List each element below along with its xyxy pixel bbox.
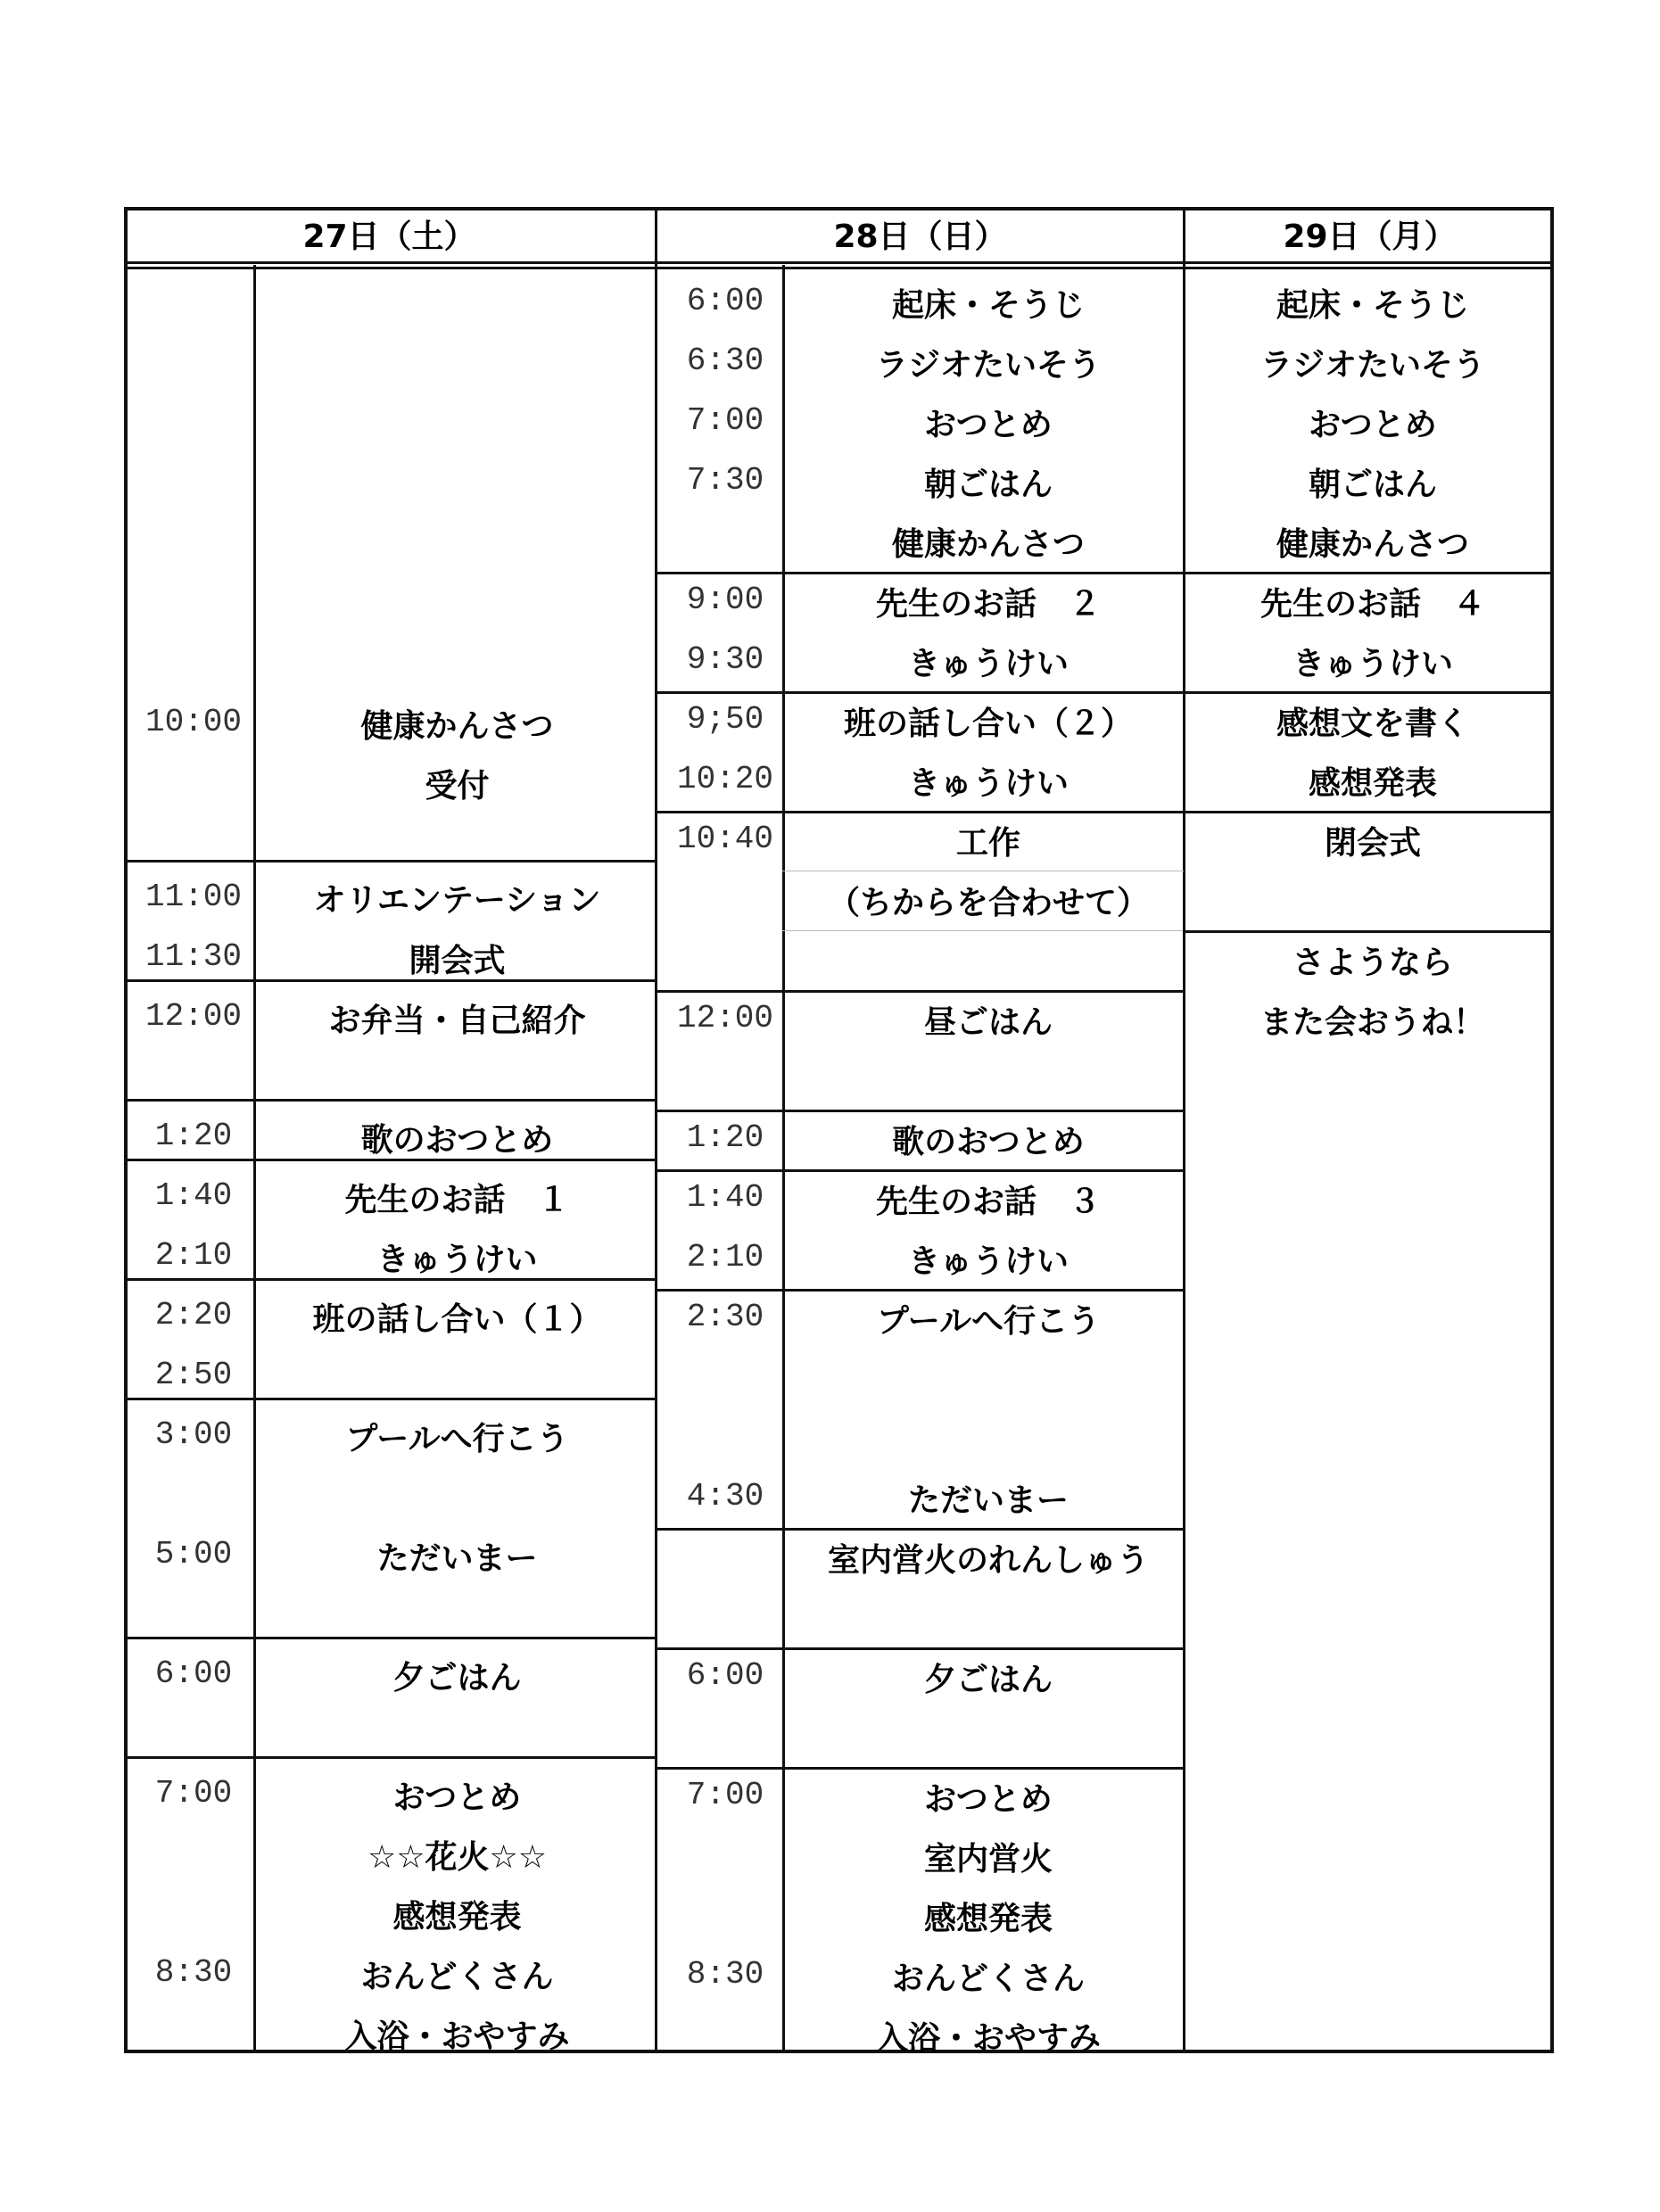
divider (1183, 811, 1554, 813)
time-label: 1:20 (686, 1119, 764, 1156)
event-label: 入浴・おやすみ (875, 2020, 1101, 2057)
event-label: ただいまー (907, 1482, 1069, 1519)
event-label: 先生のお話 ３ (875, 1184, 1101, 1220)
divider (124, 1099, 656, 1102)
event-label: 昼ごはん (923, 1004, 1053, 1041)
event-label: また会おうね！ (1259, 1004, 1485, 1041)
time-label: 2:30 (686, 1299, 764, 1335)
event-label: ただいまー (376, 1540, 538, 1577)
event-label: おつとめ (392, 1779, 522, 1816)
time-label: 6:00 (686, 1657, 764, 1694)
time-label: 4:30 (686, 1478, 764, 1515)
event-label: 健康かんさつ (360, 708, 554, 745)
divider (124, 1398, 656, 1400)
event-label: 先生のお話 １ (344, 1182, 570, 1218)
event-label: プールへ行こう (876, 1303, 1101, 1340)
time-label: 8:30 (686, 1956, 764, 1993)
event-label: 朝ごはん (1308, 466, 1437, 503)
time-label: 6:00 (686, 283, 764, 319)
event-label: 室内営火 (923, 1841, 1053, 1878)
time-label: 9;50 (686, 701, 764, 738)
event-label: きゅうけい (376, 1242, 538, 1278)
time-label: 7:00 (686, 402, 764, 439)
divider (124, 1637, 656, 1639)
event-label: きゅうけい (907, 646, 1069, 682)
event-label: お弁当・自己紹介 (328, 1003, 586, 1039)
divider (655, 1767, 1184, 1770)
event-label: 班の話し合い（２） (843, 706, 1133, 742)
event-label: 健康かんさつ (1276, 526, 1469, 563)
event-label: おつとめ (924, 1781, 1053, 1818)
time-label: 7:00 (686, 1777, 764, 1813)
divider (655, 1110, 1184, 1112)
divider (655, 1289, 1184, 1292)
event-label: 先生のお話 ２ (875, 586, 1101, 623)
time-label: 7:00 (154, 1775, 233, 1812)
event-label: おつとめ (1309, 407, 1437, 443)
event-label: 感想発表 (392, 1899, 522, 1936)
time-label: 11:30 (145, 938, 243, 975)
time-label: 10:00 (145, 704, 243, 740)
divider (655, 1169, 1184, 1172)
time-label: 1:20 (154, 1118, 233, 1154)
event-label: オリエンテーション (313, 882, 601, 919)
divider (655, 990, 1184, 993)
event-label: 感想文を書く (1276, 706, 1469, 742)
time-label: 10:40 (676, 821, 774, 857)
time-label: 2:10 (686, 1239, 764, 1275)
event-label: プールへ行こう (345, 1421, 569, 1457)
time-label: 5:00 (154, 1536, 233, 1572)
divider (655, 572, 1184, 574)
divider (124, 979, 656, 982)
event-label: 入浴・おやすみ (344, 2018, 570, 2055)
event-label: 歌のおつとめ (360, 1122, 554, 1159)
divider (124, 1278, 656, 1281)
event-label: 班の話し合い（１） (312, 1301, 602, 1338)
divider (1183, 691, 1554, 694)
time-label: 8:30 (154, 1954, 233, 1991)
time-label: 6:00 (154, 1655, 233, 1692)
event-label: 閉会式 (1324, 825, 1421, 862)
event-label: 感想発表 (923, 1901, 1053, 1937)
event-label: 工作 (955, 825, 1020, 862)
event-label: ☆☆花火☆☆ (367, 1839, 548, 1876)
divider (782, 930, 1184, 931)
event-label: 開会式 (409, 943, 506, 979)
event-label: おつとめ (924, 407, 1053, 443)
event-label: おんどくさん (891, 1960, 1085, 1997)
time-label: 2:10 (154, 1237, 233, 1274)
event-label: きゅうけい (907, 1243, 1069, 1280)
event-label: 先生のお話 ４ (1259, 586, 1485, 623)
divider (655, 1647, 1184, 1650)
event-label: さようなら (1292, 945, 1453, 981)
event-label: 起床・そうじ (891, 287, 1085, 324)
divider (124, 860, 656, 863)
event-label: 受付 (425, 768, 490, 805)
event-label: （ちからを合わせて） (827, 885, 1149, 921)
event-label: 感想発表 (1308, 765, 1437, 802)
time-label: 9:30 (686, 641, 764, 678)
event-label: 夕ごはん (392, 1660, 522, 1696)
time-label: 1:40 (154, 1177, 233, 1214)
event-label: 朝ごはん (923, 466, 1053, 503)
event-label: 歌のおつとめ (892, 1124, 1085, 1160)
time-label: 2:20 (154, 1297, 233, 1333)
divider (1183, 930, 1554, 933)
divider (124, 1756, 656, 1759)
divider (655, 1528, 1184, 1531)
divider (655, 811, 1184, 813)
time-label: 11:00 (145, 879, 243, 915)
time-label: 9:00 (686, 582, 764, 618)
time-label: 6:30 (686, 343, 764, 379)
time-label: 1:40 (686, 1179, 764, 1216)
event-label: 起床・そうじ (1276, 287, 1469, 324)
event-label: ラジオたいそう (875, 347, 1101, 384)
header-day-28: 28日（日） (833, 219, 1007, 255)
event-label: 健康かんさつ (891, 526, 1085, 563)
divider (1183, 572, 1554, 574)
event-label: 夕ごはん (923, 1662, 1053, 1698)
time-label: 10:20 (676, 761, 774, 797)
event-label: おんどくさん (360, 1959, 554, 1995)
header-day-27: 27日（土） (302, 219, 476, 255)
time-label: 12:00 (676, 1000, 774, 1036)
event-label: ラジオたいそう (1259, 347, 1485, 384)
time-label: 3:00 (154, 1416, 233, 1453)
divider (655, 691, 1184, 694)
time-label: 12:00 (145, 998, 243, 1035)
header-day-29: 29日（月） (1283, 219, 1457, 255)
divider (124, 1159, 656, 1161)
time-label: 7:30 (686, 462, 764, 499)
time-label: 2:50 (154, 1357, 233, 1393)
event-label: 室内営火のれんしゅう (827, 1542, 1149, 1579)
divider (124, 267, 1554, 269)
event-label: きゅうけい (907, 765, 1069, 802)
event-label: きゅうけい (1292, 646, 1453, 682)
